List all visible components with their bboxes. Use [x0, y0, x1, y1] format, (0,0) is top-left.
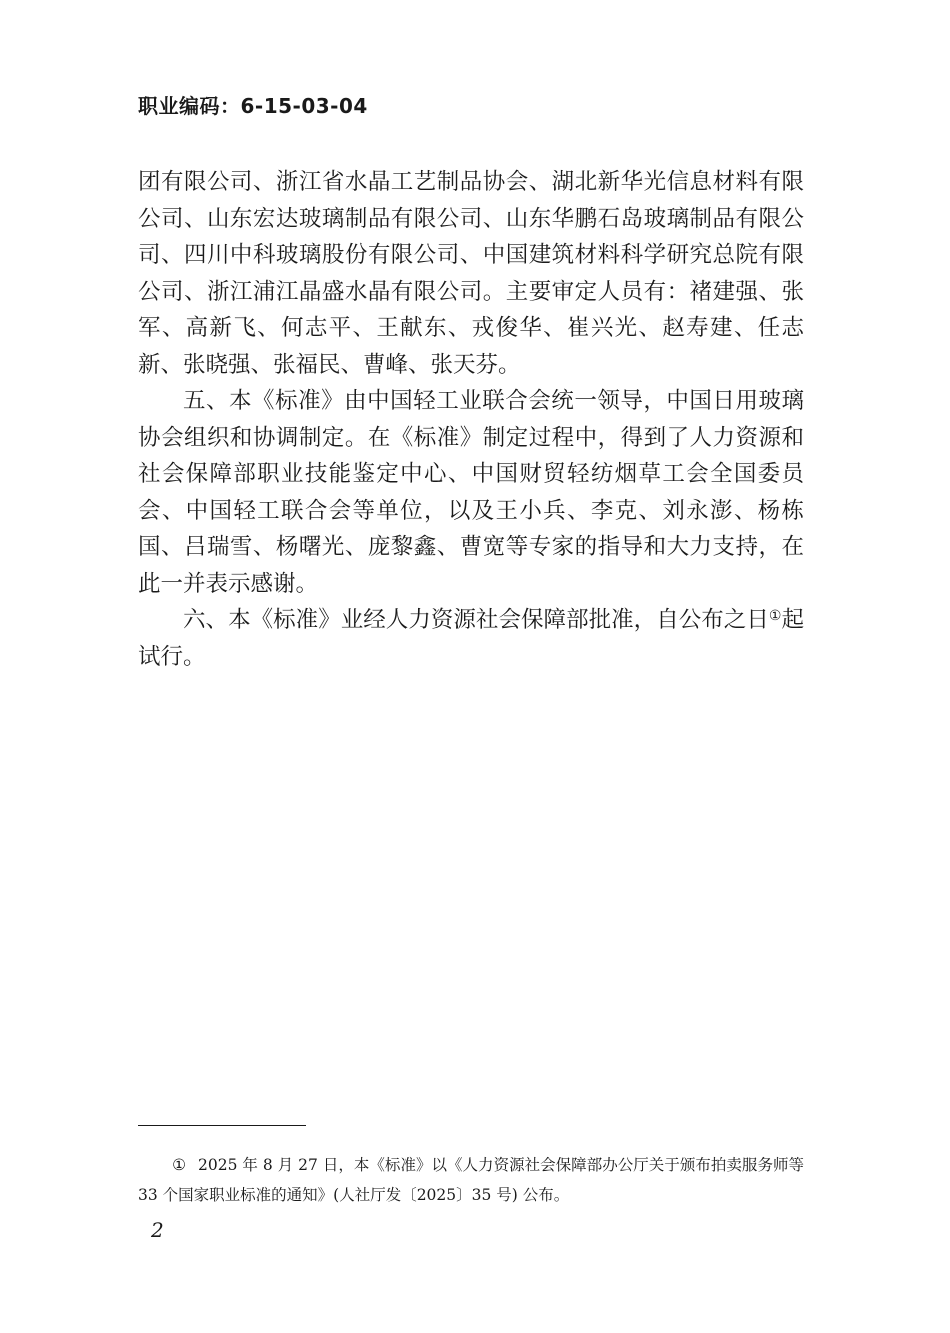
footnote-paragraph: [138, 1150, 804, 1210]
footnote-reference[interactable]: ①: [768, 608, 782, 624]
paragraph-six: [138, 602, 804, 675]
footnote-divider: [138, 1125, 306, 1126]
occupation-code: 职业编码：6-15-03-04: [138, 94, 368, 118]
body-text: [138, 164, 804, 675]
paragraph-six-text: 六、本《标准》业经人力资源社会保障部批准，自公布之日: [183, 607, 769, 633]
page-number: 2: [151, 1218, 164, 1242]
footnote: [138, 1150, 804, 1210]
paragraph-five: 五、本《标准》由中国轻工业联合会统一领导，中国日用玻璃协会组织和协调制定。在《标准》制定过程中，得到了人力资源和社会保障部职业技能鉴定中心、中国财贸轻纺烟草工会全国委员会、中国轻工联合会等单位，以及王小兵、李克、刘永澎、杨栋国、吕瑞雪、杨曙光、庞黎鑫、曹宽等专家的指导和大力支持，在此一并表示感谢。: [138, 388, 804, 597]
paragraph-continued: 团有限公司、浙江省水晶工艺制品协会、湖北新华光信息材料有限公司、山东宏达玻璃制品有限公司、山东华鹏石岛玻璃制品有限公司、四川中科玻璃股份有限公司、中国建筑材料科学研究总院有限公司、浙江浦江晶盛水晶有限公司。主要审定人员有：褚建强、张军、高新飞、何志平、王献东、戎俊华、崔兴光、赵寿建、任志新、张晓强、张福民、曹峰、张天芬。: [138, 169, 804, 378]
footnote-text: 2025 年 8 月 27 日，本《标准》以《人力资源社会保障部办公厅关于颁布拍卖服务师等 33 个国家职业标准的通知》(人社厅发〔2025〕35 号) 公布。: [138, 1156, 804, 1204]
footnote-mark: ①: [172, 1156, 187, 1174]
paragraph-six-end: 起试行。: [138, 607, 804, 670]
